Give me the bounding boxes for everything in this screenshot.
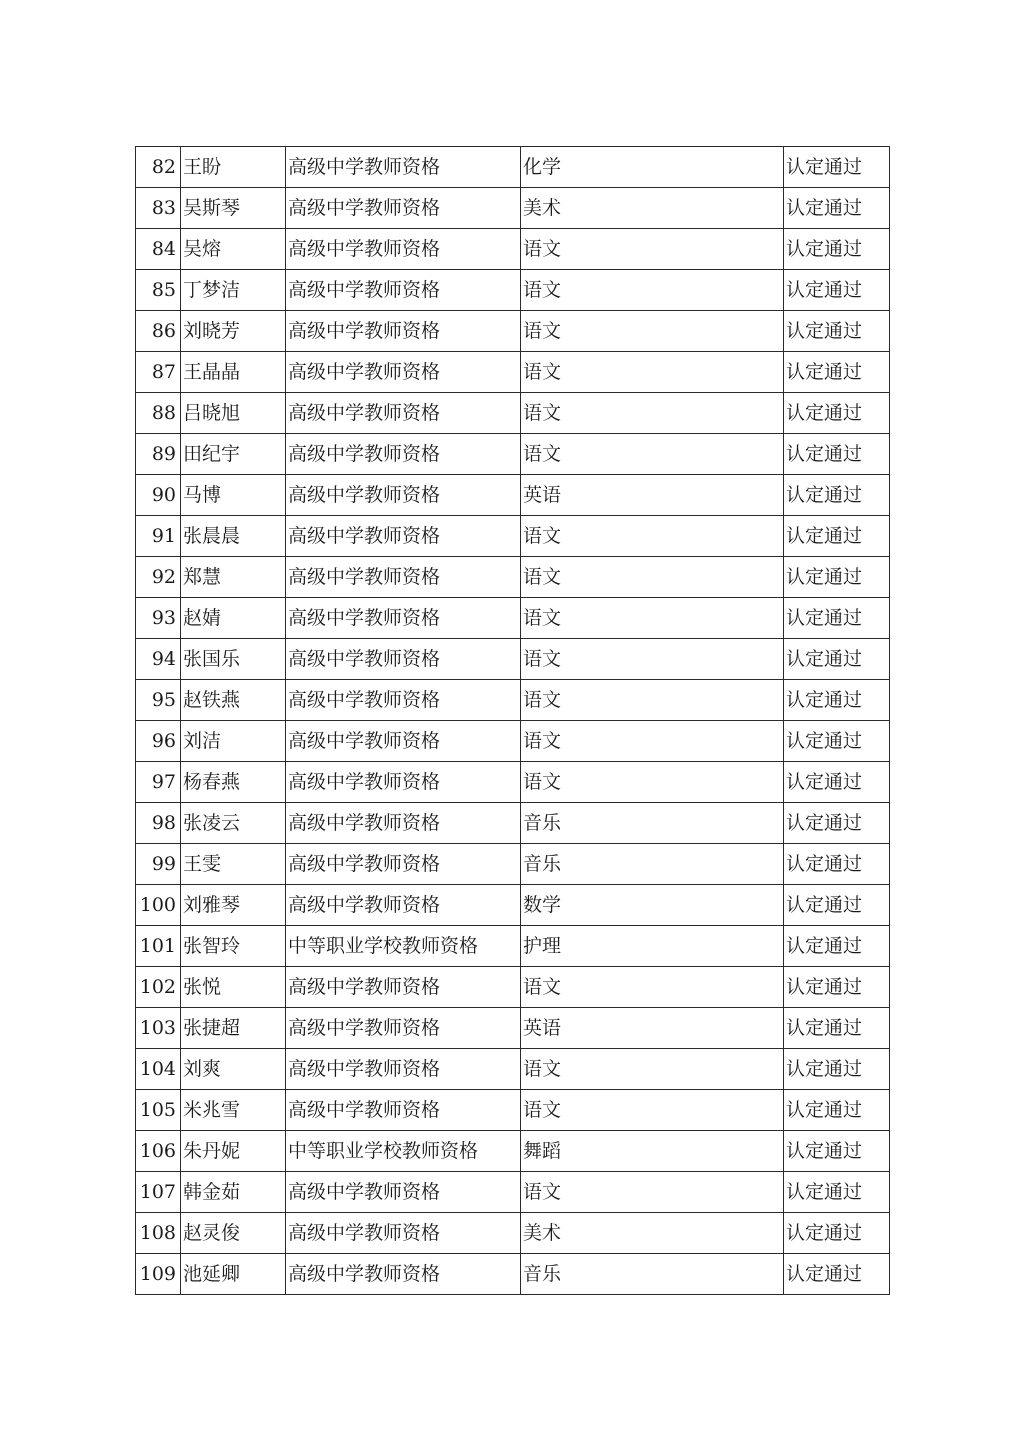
subject-cell: 语文 bbox=[521, 762, 784, 803]
subject-cell: 语文 bbox=[521, 598, 784, 639]
qualification-type-cell: 高级中学教师资格 bbox=[286, 598, 521, 639]
row-number-cell: 99 bbox=[136, 844, 181, 885]
qualification-type-cell: 高级中学教师资格 bbox=[286, 1090, 521, 1131]
certification-result-cell: 认定通过 bbox=[784, 967, 890, 1008]
table-row bbox=[136, 188, 890, 229]
certification-result-cell: 认定通过 bbox=[784, 762, 890, 803]
qualification-type-cell: 高级中学教师资格 bbox=[286, 475, 521, 516]
certification-result-cell: 认定通过 bbox=[784, 1049, 890, 1090]
row-number-cell: 84 bbox=[136, 229, 181, 270]
subject-cell: 语文 bbox=[521, 680, 784, 721]
qualification-type-cell: 高级中学教师资格 bbox=[286, 967, 521, 1008]
subject-cell: 语文 bbox=[521, 557, 784, 598]
qualification-type-cell: 高级中学教师资格 bbox=[286, 1213, 521, 1254]
qualification-type-cell: 高级中学教师资格 bbox=[286, 393, 521, 434]
table-row bbox=[136, 1090, 890, 1131]
teacher-name-cell: 王盼 bbox=[181, 147, 286, 188]
qualification-type-cell: 高级中学教师资格 bbox=[286, 147, 521, 188]
subject-cell: 语文 bbox=[521, 393, 784, 434]
qualification-type-cell: 高级中学教师资格 bbox=[286, 639, 521, 680]
table-row bbox=[136, 557, 890, 598]
table-row bbox=[136, 803, 890, 844]
qualification-type-cell: 高级中学教师资格 bbox=[286, 721, 521, 762]
row-number-cell: 108 bbox=[136, 1213, 181, 1254]
row-number-cell: 105 bbox=[136, 1090, 181, 1131]
table-row bbox=[136, 926, 890, 967]
row-number-cell: 109 bbox=[136, 1254, 181, 1295]
teacher-name-cell: 王雯 bbox=[181, 844, 286, 885]
subject-cell: 英语 bbox=[521, 1008, 784, 1049]
subject-cell: 美术 bbox=[521, 1213, 784, 1254]
row-number-cell: 106 bbox=[136, 1131, 181, 1172]
qualification-type-cell: 高级中学教师资格 bbox=[286, 434, 521, 475]
table-row bbox=[136, 721, 890, 762]
table-row bbox=[136, 311, 890, 352]
table-row bbox=[136, 967, 890, 1008]
certification-result-cell: 认定通过 bbox=[784, 311, 890, 352]
teacher-qualification-table bbox=[135, 146, 890, 1295]
certification-result-cell: 认定通过 bbox=[784, 1131, 890, 1172]
subject-cell: 语文 bbox=[521, 1172, 784, 1213]
table-row bbox=[136, 844, 890, 885]
certification-result-cell: 认定通过 bbox=[784, 475, 890, 516]
row-number-cell: 107 bbox=[136, 1172, 181, 1213]
subject-cell: 护理 bbox=[521, 926, 784, 967]
certification-result-cell: 认定通过 bbox=[784, 188, 890, 229]
qualification-type-cell: 高级中学教师资格 bbox=[286, 352, 521, 393]
certification-result-cell: 认定通过 bbox=[784, 1090, 890, 1131]
qualification-type-cell: 中等职业学校教师资格 bbox=[286, 1131, 521, 1172]
row-number-cell: 92 bbox=[136, 557, 181, 598]
row-number-cell: 97 bbox=[136, 762, 181, 803]
subject-cell: 语文 bbox=[521, 721, 784, 762]
certification-result-cell: 认定通过 bbox=[784, 393, 890, 434]
teacher-name-cell: 吕晓旭 bbox=[181, 393, 286, 434]
subject-cell: 美术 bbox=[521, 188, 784, 229]
qualification-type-cell: 高级中学教师资格 bbox=[286, 1172, 521, 1213]
table-row bbox=[136, 1008, 890, 1049]
certification-result-cell: 认定通过 bbox=[784, 885, 890, 926]
teacher-name-cell: 张智玲 bbox=[181, 926, 286, 967]
qualification-type-cell: 中等职业学校教师资格 bbox=[286, 926, 521, 967]
table-row bbox=[136, 1131, 890, 1172]
subject-cell: 语文 bbox=[521, 1049, 784, 1090]
qualification-type-cell: 高级中学教师资格 bbox=[286, 1049, 521, 1090]
teacher-name-cell: 池延卿 bbox=[181, 1254, 286, 1295]
teacher-name-cell: 田纪宇 bbox=[181, 434, 286, 475]
teacher-name-cell: 刘雅琴 bbox=[181, 885, 286, 926]
teacher-name-cell: 赵铁燕 bbox=[181, 680, 286, 721]
row-number-cell: 100 bbox=[136, 885, 181, 926]
certification-result-cell: 认定通过 bbox=[784, 844, 890, 885]
certification-result-cell: 认定通过 bbox=[784, 270, 890, 311]
subject-cell: 数学 bbox=[521, 885, 784, 926]
table-row bbox=[136, 516, 890, 557]
teacher-name-cell: 赵灵俊 bbox=[181, 1213, 286, 1254]
row-number-cell: 102 bbox=[136, 967, 181, 1008]
table-row bbox=[136, 680, 890, 721]
teacher-name-cell: 张捷超 bbox=[181, 1008, 286, 1049]
teacher-name-cell: 米兆雪 bbox=[181, 1090, 286, 1131]
certification-result-cell: 认定通过 bbox=[784, 1008, 890, 1049]
row-number-cell: 104 bbox=[136, 1049, 181, 1090]
certification-result-cell: 认定通过 bbox=[784, 598, 890, 639]
qualification-type-cell: 高级中学教师资格 bbox=[286, 188, 521, 229]
row-number-cell: 88 bbox=[136, 393, 181, 434]
teacher-name-cell: 张悦 bbox=[181, 967, 286, 1008]
certification-result-cell: 认定通过 bbox=[784, 1254, 890, 1295]
teacher-name-cell: 郑慧 bbox=[181, 557, 286, 598]
table-body bbox=[136, 147, 890, 1295]
certification-result-cell: 认定通过 bbox=[784, 1213, 890, 1254]
qualification-type-cell: 高级中学教师资格 bbox=[286, 270, 521, 311]
table-row bbox=[136, 352, 890, 393]
subject-cell: 化学 bbox=[521, 147, 784, 188]
table-row bbox=[136, 147, 890, 188]
subject-cell: 语文 bbox=[521, 352, 784, 393]
teacher-name-cell: 张晨晨 bbox=[181, 516, 286, 557]
subject-cell: 语文 bbox=[521, 1090, 784, 1131]
row-number-cell: 101 bbox=[136, 926, 181, 967]
qualification-type-cell: 高级中学教师资格 bbox=[286, 762, 521, 803]
table-row bbox=[136, 1213, 890, 1254]
row-number-cell: 96 bbox=[136, 721, 181, 762]
subject-cell: 语文 bbox=[521, 311, 784, 352]
certification-result-cell: 认定通过 bbox=[784, 680, 890, 721]
subject-cell: 语文 bbox=[521, 229, 784, 270]
qualification-type-cell: 高级中学教师资格 bbox=[286, 557, 521, 598]
certification-result-cell: 认定通过 bbox=[784, 434, 890, 475]
table-row bbox=[136, 885, 890, 926]
certification-result-cell: 认定通过 bbox=[784, 516, 890, 557]
table-row bbox=[136, 475, 890, 516]
table-row bbox=[136, 393, 890, 434]
table-row bbox=[136, 229, 890, 270]
certification-result-cell: 认定通过 bbox=[784, 639, 890, 680]
subject-cell: 英语 bbox=[521, 475, 784, 516]
teacher-name-cell: 王晶晶 bbox=[181, 352, 286, 393]
row-number-cell: 94 bbox=[136, 639, 181, 680]
qualification-type-cell: 高级中学教师资格 bbox=[286, 844, 521, 885]
row-number-cell: 95 bbox=[136, 680, 181, 721]
table-row bbox=[136, 1049, 890, 1090]
row-number-cell: 83 bbox=[136, 188, 181, 229]
row-number-cell: 89 bbox=[136, 434, 181, 475]
certification-result-cell: 认定通过 bbox=[784, 147, 890, 188]
teacher-name-cell: 张国乐 bbox=[181, 639, 286, 680]
row-number-cell: 103 bbox=[136, 1008, 181, 1049]
qualification-type-cell: 高级中学教师资格 bbox=[286, 311, 521, 352]
subject-cell: 音乐 bbox=[521, 803, 784, 844]
teacher-name-cell: 张凌云 bbox=[181, 803, 286, 844]
table-row bbox=[136, 434, 890, 475]
teacher-name-cell: 刘洁 bbox=[181, 721, 286, 762]
qualification-type-cell: 高级中学教师资格 bbox=[286, 1008, 521, 1049]
subject-cell: 音乐 bbox=[521, 1254, 784, 1295]
teacher-name-cell: 杨春燕 bbox=[181, 762, 286, 803]
teacher-name-cell: 刘爽 bbox=[181, 1049, 286, 1090]
row-number-cell: 87 bbox=[136, 352, 181, 393]
teacher-name-cell: 刘晓芳 bbox=[181, 311, 286, 352]
certification-result-cell: 认定通过 bbox=[784, 352, 890, 393]
qualification-type-cell: 高级中学教师资格 bbox=[286, 803, 521, 844]
subject-cell: 音乐 bbox=[521, 844, 784, 885]
certification-result-cell: 认定通过 bbox=[784, 721, 890, 762]
certification-result-cell: 认定通过 bbox=[784, 557, 890, 598]
teacher-name-cell: 韩金茹 bbox=[181, 1172, 286, 1213]
table-row bbox=[136, 639, 890, 680]
row-number-cell: 91 bbox=[136, 516, 181, 557]
certification-result-cell: 认定通过 bbox=[784, 803, 890, 844]
teacher-name-cell: 朱丹妮 bbox=[181, 1131, 286, 1172]
subject-cell: 舞蹈 bbox=[521, 1131, 784, 1172]
qualification-type-cell: 高级中学教师资格 bbox=[286, 680, 521, 721]
row-number-cell: 93 bbox=[136, 598, 181, 639]
subject-cell: 语文 bbox=[521, 270, 784, 311]
row-number-cell: 90 bbox=[136, 475, 181, 516]
teacher-name-cell: 马博 bbox=[181, 475, 286, 516]
certification-result-cell: 认定通过 bbox=[784, 229, 890, 270]
table-row bbox=[136, 1172, 890, 1213]
table-row bbox=[136, 598, 890, 639]
teacher-name-cell: 吴斯琴 bbox=[181, 188, 286, 229]
teacher-name-cell: 吴熔 bbox=[181, 229, 286, 270]
row-number-cell: 85 bbox=[136, 270, 181, 311]
subject-cell: 语文 bbox=[521, 639, 784, 680]
qualification-type-cell: 高级中学教师资格 bbox=[286, 229, 521, 270]
qualification-type-cell: 高级中学教师资格 bbox=[286, 885, 521, 926]
subject-cell: 语文 bbox=[521, 516, 784, 557]
subject-cell: 语文 bbox=[521, 434, 784, 475]
table-row bbox=[136, 1254, 890, 1295]
row-number-cell: 82 bbox=[136, 147, 181, 188]
subject-cell: 语文 bbox=[521, 967, 784, 1008]
certification-result-cell: 认定通过 bbox=[784, 926, 890, 967]
table-row bbox=[136, 762, 890, 803]
table-row bbox=[136, 270, 890, 311]
qualification-type-cell: 高级中学教师资格 bbox=[286, 516, 521, 557]
row-number-cell: 86 bbox=[136, 311, 181, 352]
teacher-name-cell: 丁梦洁 bbox=[181, 270, 286, 311]
teacher-name-cell: 赵婧 bbox=[181, 598, 286, 639]
certification-result-cell: 认定通过 bbox=[784, 1172, 890, 1213]
row-number-cell: 98 bbox=[136, 803, 181, 844]
qualification-type-cell: 高级中学教师资格 bbox=[286, 1254, 521, 1295]
